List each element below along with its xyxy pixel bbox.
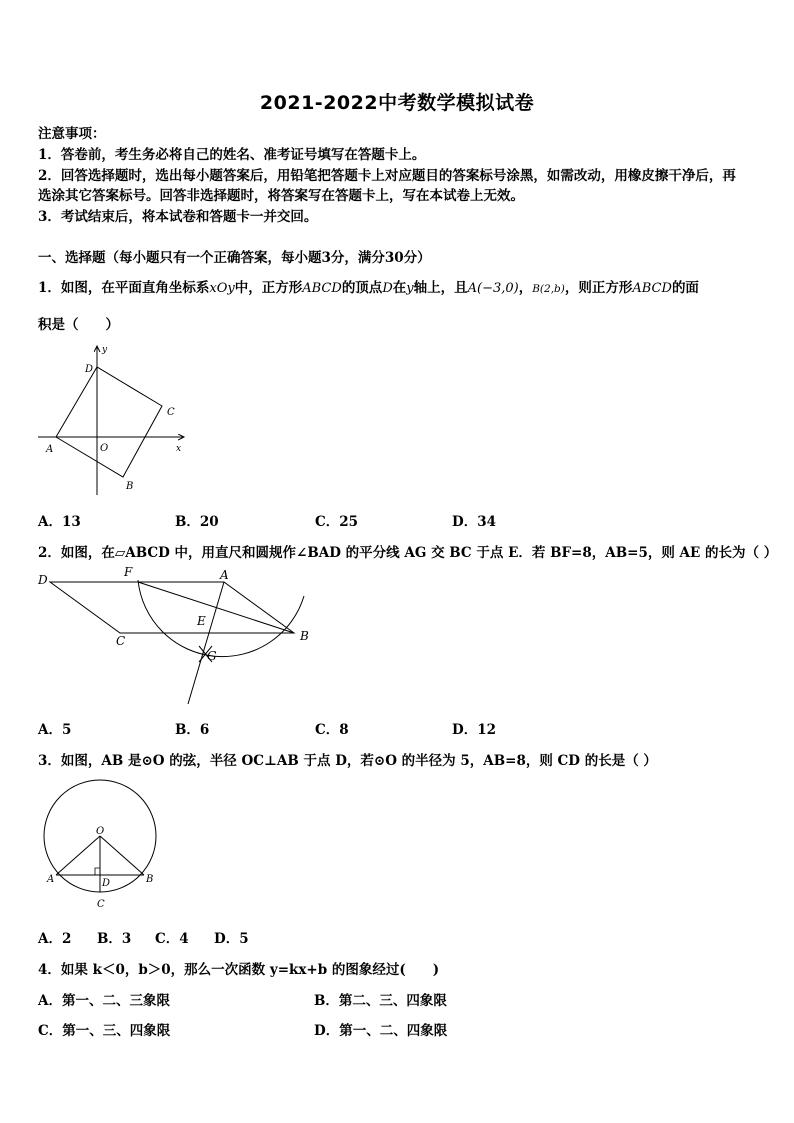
q2-figure: [30, 562, 320, 710]
question-2-text: 2．如图，在▱ABCD 中，用直尺和圆规作∠BAD 的平分线 AG 交 BC 于点 E．若 BF=8，AB=5，则 AE 的长为（ ）: [38, 545, 778, 561]
q1-part: ，: [518, 280, 533, 296]
label-o: O: [96, 826, 105, 837]
notice-item-2-cont: 选涂其它答案标号。回答非选择题时，将答案写在答题卡上，写在本试卷上无效。: [38, 188, 524, 204]
q1-part: 轴上，且: [413, 280, 468, 296]
q3-option-c[interactable]: C．4: [155, 931, 189, 947]
q3-option-b[interactable]: B．3: [97, 931, 132, 947]
q1-part: ，则正方形: [564, 280, 633, 296]
label-d: D: [85, 364, 94, 375]
notice-item-1: 1．答卷前，考生务必将自己的姓名、准考证号填写在答题卡上。: [38, 147, 426, 163]
label-a: A: [47, 874, 55, 885]
label-g: G: [207, 649, 217, 663]
label-y: y: [102, 345, 108, 355]
label-x: x: [176, 444, 182, 454]
label-a: A: [46, 444, 54, 455]
notice-heading: 注意事项：: [38, 126, 106, 142]
label-e: E: [197, 614, 206, 628]
square-abcd: [56, 367, 162, 477]
q4-option-c[interactable]: C．第一、三、四象限: [38, 1023, 171, 1039]
section-heading: 一、选择题（每小题只有一个正确答案，每小题3分，满分30分）: [38, 250, 431, 266]
radius-ob: [100, 836, 144, 875]
parallelogram-abcd: [50, 582, 294, 633]
right-angle-mark: [95, 868, 100, 875]
q1-option-d[interactable]: D．34: [452, 514, 496, 530]
q1-math: A(−3,0): [467, 281, 519, 296]
q1-option-a[interactable]: A．13: [38, 514, 81, 530]
q1-math: B(2,b): [532, 283, 565, 295]
label-f: F: [124, 565, 133, 579]
question-3-text: 3．如图，AB 是⊙O 的弦，半径 OC⊥AB 于点 D，若⊙O 的半径为 5，AB=8，则 CD 的长是（ ）: [38, 753, 657, 769]
q2-option-a[interactable]: A．5: [38, 722, 72, 738]
label-d: D: [102, 878, 111, 889]
q3-figure: [36, 776, 166, 916]
q4-option-d[interactable]: D．第一、二、四象限: [314, 1023, 448, 1039]
q3-option-d[interactable]: D．5: [214, 931, 249, 947]
q1-math: ABCD: [302, 281, 342, 296]
label-c: C: [167, 407, 175, 418]
q1-option-c[interactable]: C．25: [315, 514, 359, 530]
label-b: B: [126, 481, 134, 492]
q1-math: D: [382, 281, 393, 296]
q1-part: 在: [392, 280, 407, 296]
q1-option-b[interactable]: B．20: [175, 514, 219, 530]
q1-part: 的顶点: [341, 280, 383, 296]
q1-figure: [30, 340, 200, 500]
label-b: B: [300, 629, 309, 643]
page-title: 2021-2022中考数学模拟试卷: [259, 92, 535, 114]
q1-math: xOy: [209, 281, 235, 296]
notice-item-2: 2．回答选择题时，选出每小题答案后，用铅笔把答题卡上对应题目的答案标号涂黑，如需改动，用橡皮擦干净后，再: [38, 168, 736, 184]
label-b: B: [146, 874, 154, 885]
label-o: O: [100, 443, 109, 454]
q1-part: 的面: [671, 280, 699, 296]
question-1-text-cont: 积是（ ）: [38, 317, 119, 333]
question-1-text: [38, 276, 699, 296]
q2-option-c[interactable]: C．8: [315, 722, 349, 738]
q4-option-b[interactable]: B．第二、三、四象限: [314, 993, 447, 1009]
label-c: C: [97, 899, 105, 910]
notice-item-3: 3．考试结束后，将本试卷和答题卡一并交回。: [38, 209, 318, 225]
label-c: C: [116, 634, 126, 648]
question-4-text: 4．如果 k＜0，b＞0，那么一次函数 y=kx+b 的图象经过( ): [38, 962, 440, 978]
q1-part: 中，正方形: [234, 280, 303, 296]
label-a: A: [220, 568, 229, 582]
q2-option-d[interactable]: D．12: [452, 722, 496, 738]
q4-option-a[interactable]: A．第一、二、三象限: [38, 993, 170, 1009]
q1-math: y: [406, 281, 414, 296]
radius-oa: [56, 836, 100, 875]
q3-option-a[interactable]: A．2: [38, 931, 72, 947]
label-d: D: [38, 573, 48, 587]
q2-option-b[interactable]: B．6: [175, 722, 210, 738]
q1-math: ABCD: [632, 281, 672, 296]
q1-part: 1．如图，在平面直角坐标系: [38, 280, 210, 296]
